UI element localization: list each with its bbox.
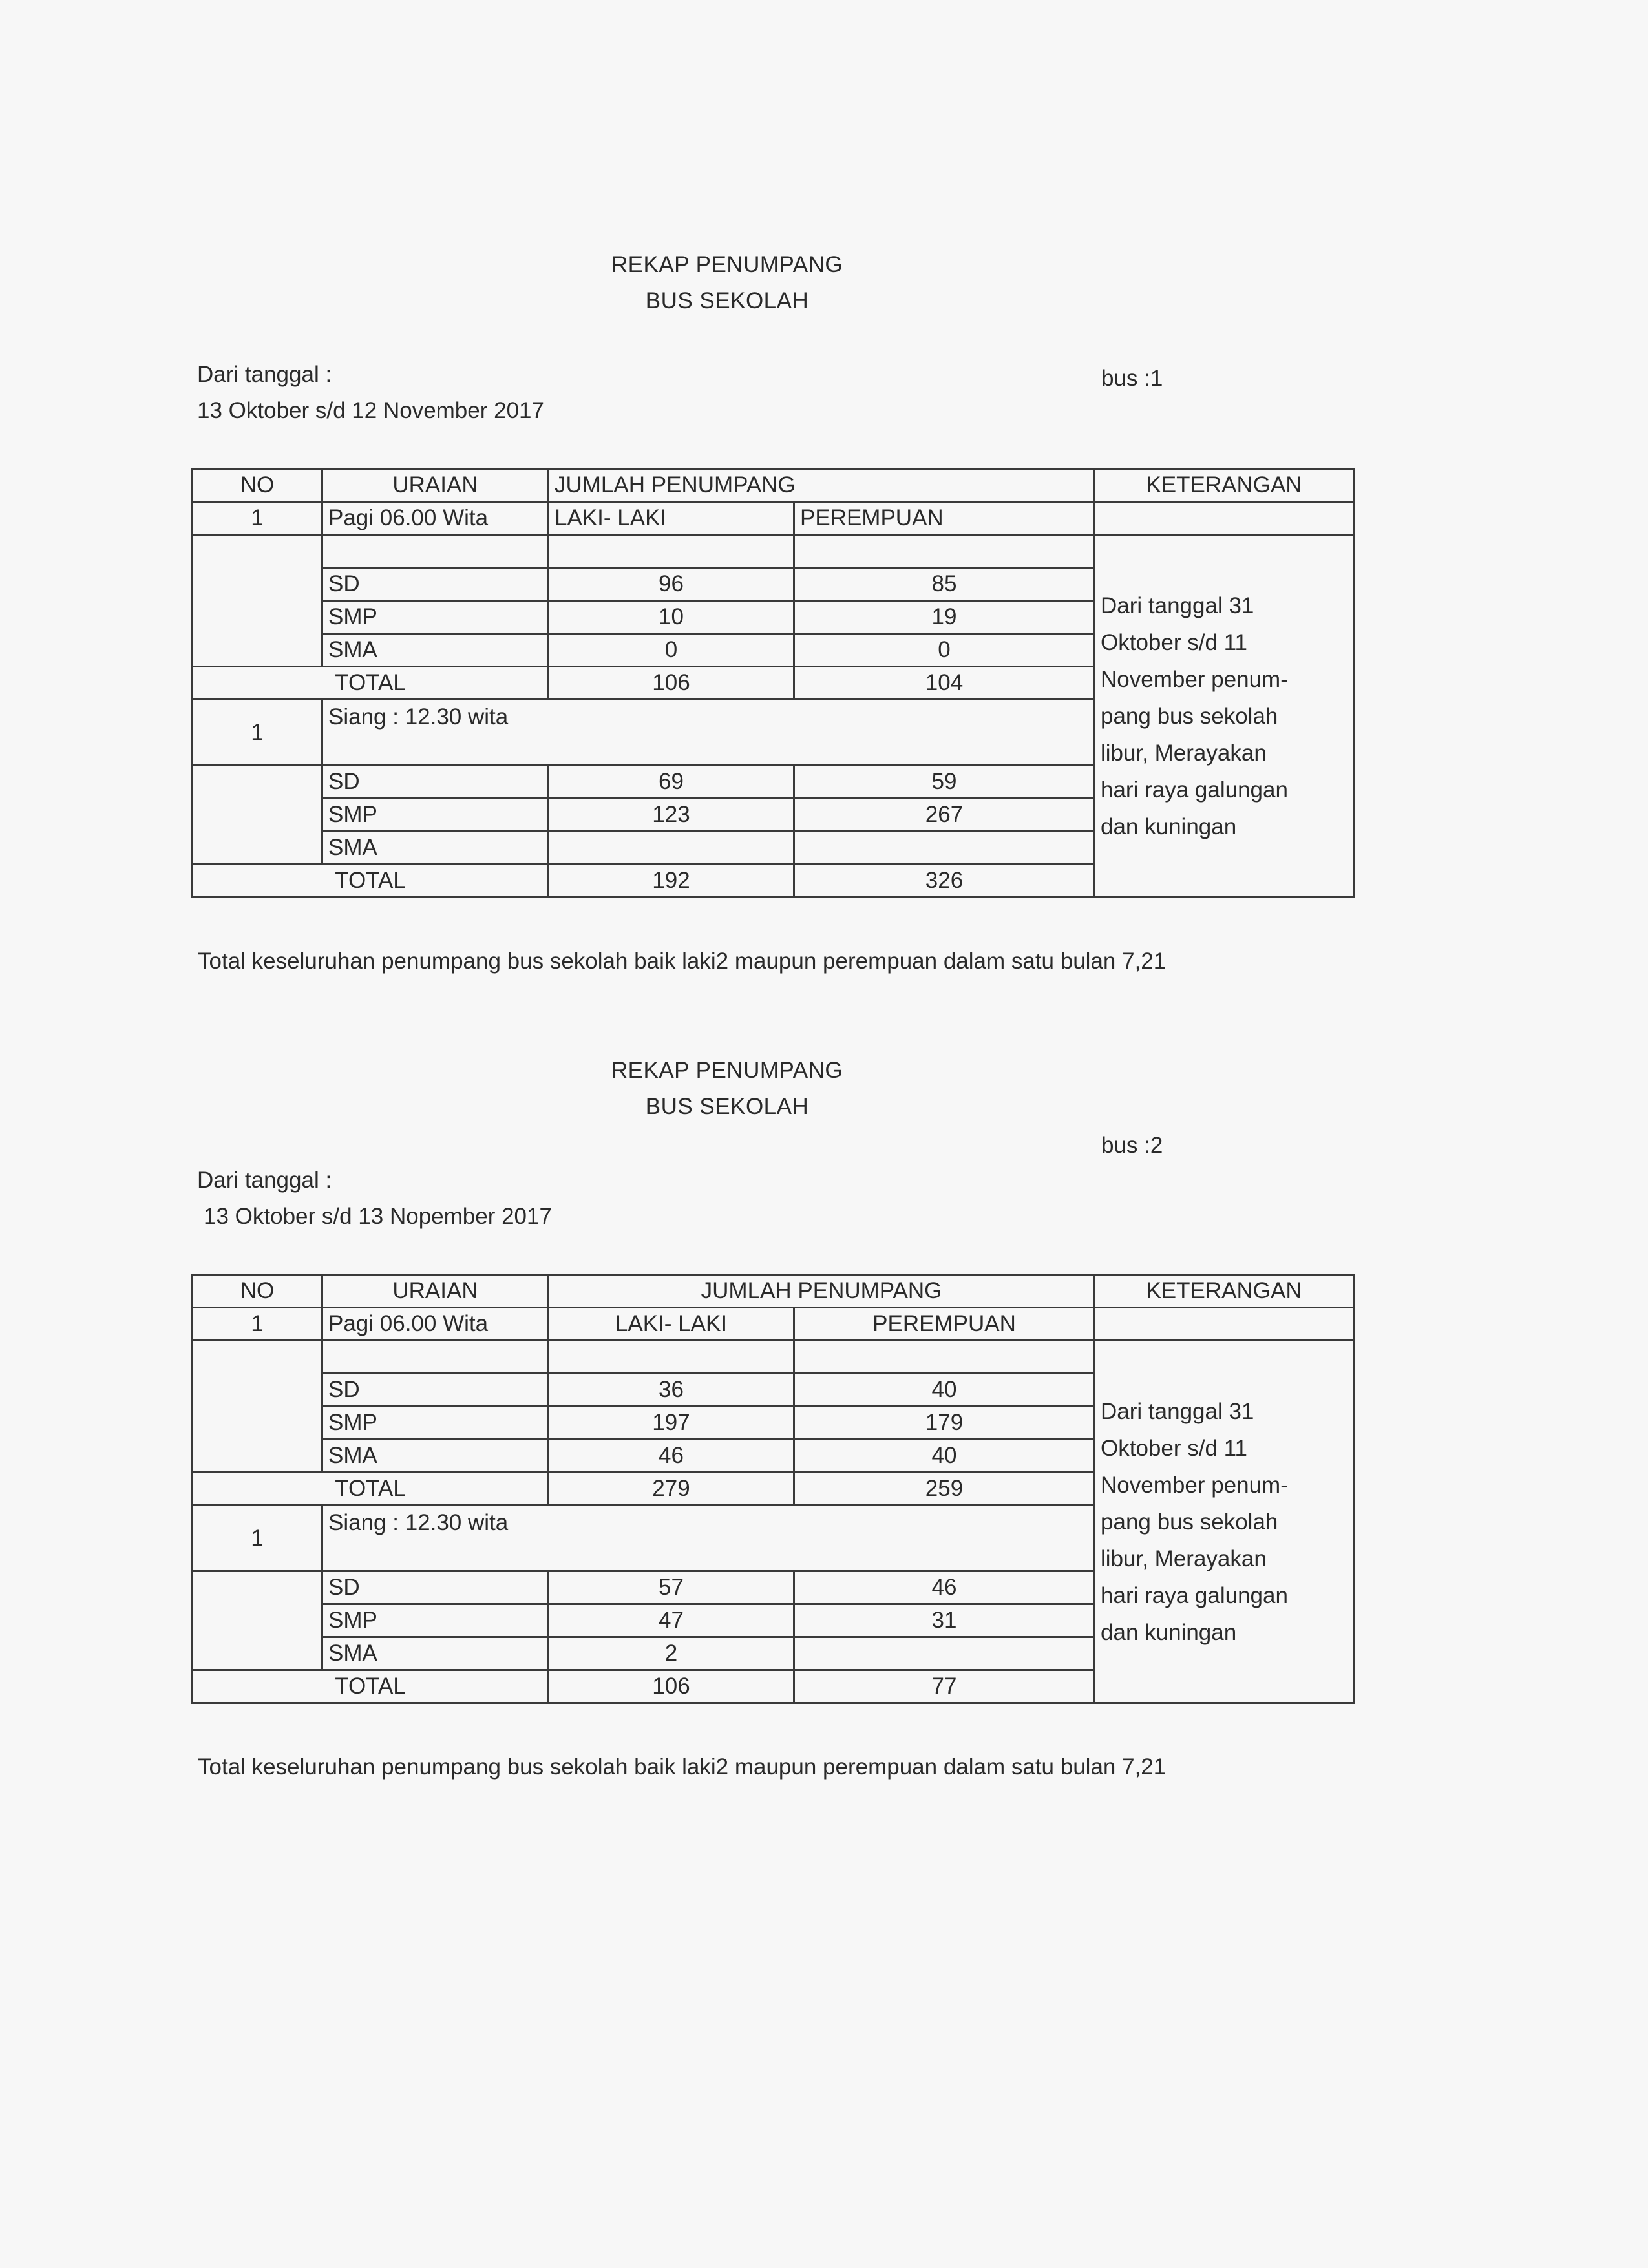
table-row: SMP 123 267: [193, 799, 1354, 832]
table-row: SD 57 46: [193, 1571, 1354, 1604]
footer-summary: Total keseluruhan penumpang bus sekolah baik laki2 maupun perempuan dalam satu bulan 7,21: [198, 949, 1167, 974]
header-row: [193, 469, 1354, 502]
date-label: Dari tanggal :: [197, 362, 332, 387]
siang-label: Siang : 12.30 wita: [322, 700, 1095, 766]
spacer-row: [193, 535, 1354, 568]
keterangan-top: [1095, 502, 1354, 535]
keterangan-top: [1095, 1308, 1354, 1341]
table-row: SMA: [193, 832, 1354, 865]
subheader-row: [193, 502, 1354, 535]
report-subtitle: BUS SEKOLAH: [645, 288, 809, 313]
passenger-table: [191, 1274, 1355, 1704]
bus-number: bus :2: [1101, 1133, 1163, 1158]
header-no: NO: [193, 469, 322, 502]
header-uraian: URAIAN: [322, 469, 549, 502]
report-title: REKAP PENUMPANG: [611, 1058, 843, 1083]
header-jumlah-cont: [794, 469, 1095, 502]
header-keterangan: KETERANGAN: [1095, 1275, 1354, 1308]
pagi-no: 1: [193, 1308, 322, 1341]
table-row: SMP 10 19: [193, 601, 1354, 634]
header-uraian: URAIAN: [322, 1275, 549, 1308]
empty-cell: [549, 1341, 794, 1374]
siang-no: 1: [193, 700, 322, 766]
table-row: SD 96 85: [193, 568, 1354, 601]
report-subtitle: BUS SEKOLAH: [645, 1094, 809, 1119]
header-no: NO: [193, 1275, 322, 1308]
subheader-row: [193, 1308, 1354, 1341]
empty-cell: [193, 1341, 322, 1374]
keterangan-note: Dari tanggal 31 Oktober s/d 11 November penum- pang bus sekolah libur, Merayakan hari raya galungan dan kuningan: [1095, 535, 1354, 898]
total-laki: 192: [549, 865, 794, 898]
table-row: SD 69 59: [193, 766, 1354, 799]
table-row: SMA 46 40: [193, 1440, 1354, 1473]
spacer-row: [193, 1341, 1354, 1374]
empty-cell: [794, 1341, 1095, 1374]
header-jumlah: JUMLAH PENUMPANG: [549, 1275, 1095, 1308]
total-laki: 279: [549, 1473, 794, 1506]
table-row: SMA 2: [193, 1637, 1354, 1670]
empty-cell: [549, 535, 794, 568]
empty-cell: [322, 1341, 549, 1374]
header-perempuan: PEREMPUAN: [794, 1308, 1095, 1341]
total-label: TOTAL: [193, 1670, 549, 1703]
header-laki: LAKI- LAKI: [549, 1308, 794, 1341]
total-label: TOTAL: [193, 667, 549, 700]
table-row: SD 36 40: [193, 1374, 1354, 1407]
empty-cell: [193, 535, 322, 568]
pagi-label: Pagi 06.00 Wita: [322, 1308, 549, 1341]
date-range: 13 Oktober s/d 13 Nopember 2017: [204, 1204, 552, 1229]
pagi-label: Pagi 06.00 Wita: [322, 502, 549, 535]
pagi-no: 1: [193, 502, 322, 535]
total-perempuan: 326: [794, 865, 1095, 898]
siang-label: Siang : 12.30 wita: [322, 1506, 1095, 1571]
total-perempuan: 259: [794, 1473, 1095, 1506]
table-row: SMP 197 179: [193, 1407, 1354, 1440]
siang-no: 1: [193, 1506, 322, 1571]
empty-cell: [794, 535, 1095, 568]
date-label: Dari tanggal :: [197, 1168, 332, 1193]
footer-summary: Total keseluruhan penumpang bus sekolah baik laki2 maupun perempuan dalam satu bulan 7,21: [198, 1754, 1167, 1780]
date-range: 13 Oktober s/d 12 November 2017: [197, 398, 544, 423]
table-row: SMP 47 31: [193, 1604, 1354, 1637]
header-jumlah: JUMLAH PENUMPANG: [549, 469, 794, 502]
total-laki: 106: [549, 1670, 794, 1703]
empty-cell: [322, 535, 549, 568]
total-label: TOTAL: [193, 865, 549, 898]
keterangan-note: Dari tanggal 31 Oktober s/d 11 November penum- pang bus sekolah libur, Merayakan hari raya galungan dan kuningan: [1095, 1341, 1354, 1703]
table-row: SMA 0 0: [193, 634, 1354, 667]
total-laki: 106: [549, 667, 794, 700]
header-perempuan: PEREMPUAN: [794, 502, 1095, 535]
total-label: TOTAL: [193, 1473, 549, 1506]
report-title: REKAP PENUMPANG: [611, 252, 843, 277]
bus-number: bus :1: [1101, 366, 1163, 391]
header-laki: LAKI- LAKI: [549, 502, 794, 535]
passenger-table: [191, 468, 1355, 898]
total-perempuan: 77: [794, 1670, 1095, 1703]
header-keterangan: KETERANGAN: [1095, 469, 1354, 502]
header-row: [193, 1275, 1354, 1308]
total-perempuan: 104: [794, 667, 1095, 700]
